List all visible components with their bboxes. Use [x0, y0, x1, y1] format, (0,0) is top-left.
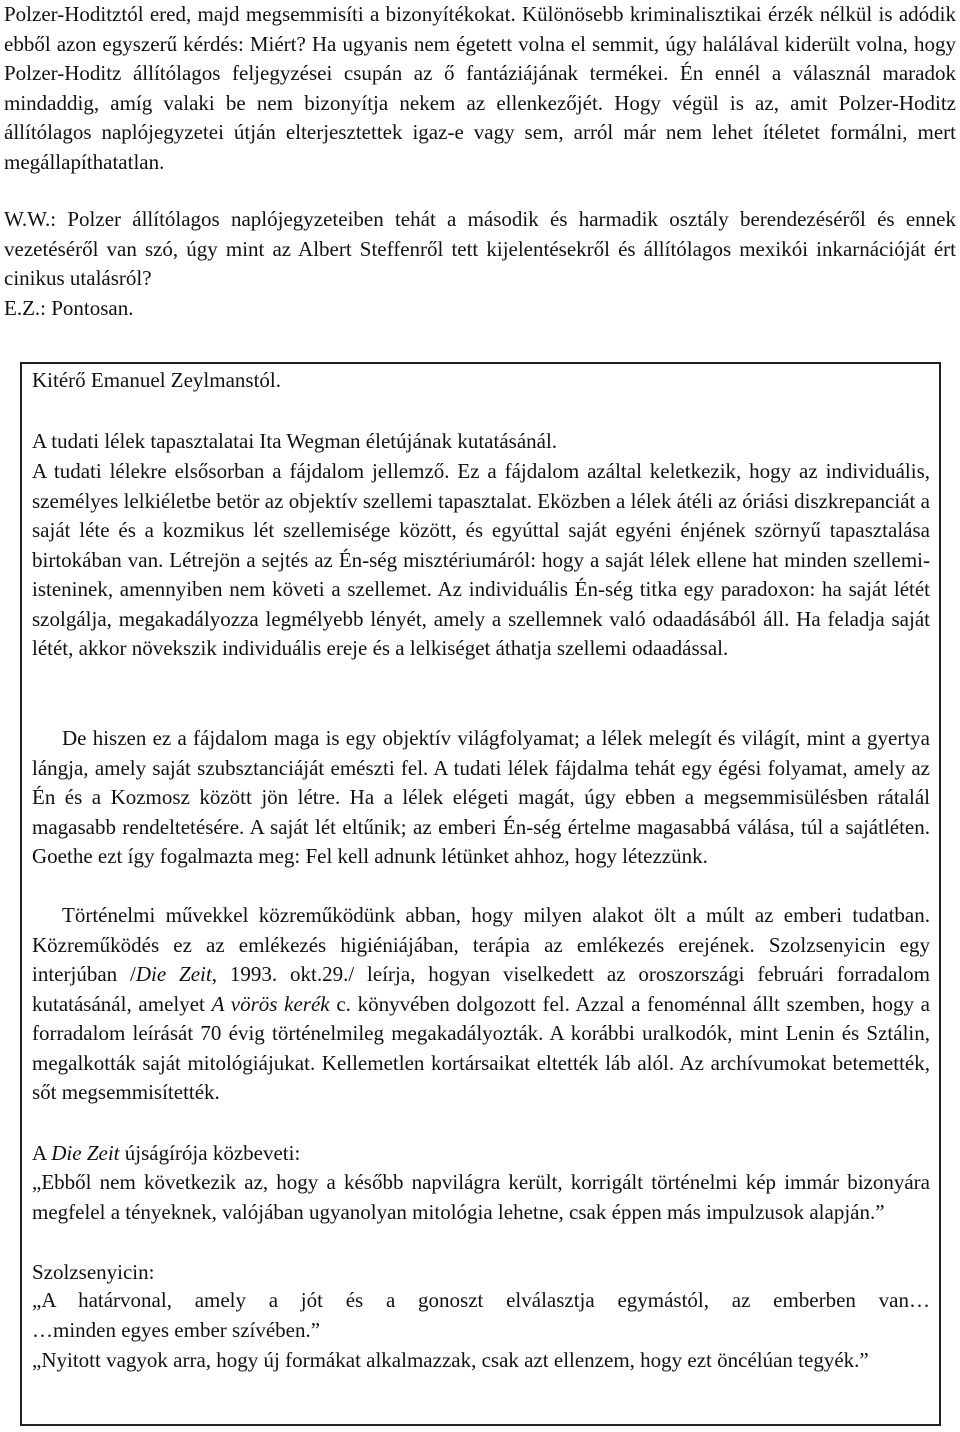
- quote-line: „A határvonal, amely a jót és a gonoszt elválasztja egymástól, az emberben van…: [32, 1288, 930, 1312]
- box-quote-borderline: [32, 1286, 930, 1345]
- box-speaker-label: Szolzsenyicin:: [32, 1260, 155, 1284]
- box-paragraph-pain: A tudati lélekre elsősorban a fájdalom jellemző. Ez a fájdalom azáltal keletkezik, hogy az individuális, személyes lelkiéletbe betör az objektív szellemi tapasztalat. Eközben a lélek átéli az óriási diszkrepanciát a saját léte és a kozmikus lét szellemisége között, és egyúttal saját egyéni énjének szörnyű tapasztalása birtokában van. Létrejön a sejtés az Én-ség misztériumáról: hogy a saját lélek ellene hat minden szellemi-isteninek, amennyiben nem követi a szellemet. Az individuális Én-ség titka egy paradoxon: ha saját létét szolgálja, megakadályozza legmélyebb lényét, amely a szellemnek való odaadásából áll. Ha feladja saját létét, akkor növekszik individuális ereje és a lelkiséget áthatja szellemi odaadással.: [32, 459, 930, 660]
- text-segment: , 1993. okt.29./ leírja, hogyan viselkedett az oroszországi februári forradalom kutatásánál, amelyet: [32, 962, 930, 1016]
- box-heading: A tudati lélek tapasztalatai Ita Wegman életújának kutatásánál.: [32, 429, 558, 453]
- paragraph-ez-answer: E.Z.: Pontosan.: [4, 296, 134, 320]
- box-quote-journalist: „Ebből nem következik az, hogy a később napvilágra került, korrigált történelmi kép immár bizonyára megfelel a tényeknek, valójában ugyanolyan mitológia lehetne, csak éppen más impulzusok alapján.”: [32, 1170, 930, 1224]
- text-segment: c. könyvében dolgozott fel. Azzal a fenoménnal állt szemben, hogy a forradalom leírását 70 évig történelmileg megakadályozták. A korábbi uralkodók, mint Lenin és Sztálin, megalkották saját mitológiájukat. Kellemetlen kortársaikat eltették láb alól. Az archívumokat betemették, sőt megsemmisítették.: [32, 991, 930, 1104]
- book-title: A vörös kerék: [211, 991, 330, 1016]
- text-segment: Történelmi művekkel közreműködünk abban, hogy milyen alakot ölt a múlt az emberi tudatban. Közreműködés ez az emlékezés higiéniájában, terápia az emlékezés erejének. Szolzsenyicin egy interjúban /: [32, 903, 930, 986]
- text-segment: A: [32, 1141, 52, 1165]
- paragraph-ww-question: W.W.: Polzer állítólagos naplójegyzeteiben tehát a második és harmadik osztály berendezéséről és ennek vezetéséről van szó, úgy mint az Albert Steffenről tett kijelentésekről és állítólagos mexikói inkarnációját ért cinikus utalásról?: [4, 207, 956, 290]
- box-title: Kitérő Emanuel Zeylmanstól.: [32, 368, 282, 392]
- publication-title: Die Zeit: [51, 1141, 120, 1165]
- box-paragraph-world-process: De hiszen ez a fájdalom maga is egy objektív világfolyamat; a lélek melegít és világít, mint a gyertya lángja, amely saját szubsztanciáját emészti fel. A tudati lélek fájdalma tehát egy égési folyamat, amely az Én és a Kozmosz között jön létre. Ha a lélek elégeti magát, úgy ebben a megsemmisülésben rátalál magasabb rendeltetésére. A saját lét eltűnik; az emberi Én-ség értelme magasabbá válása, túl a sajátléten. Goethe ezt így fogalmazta meg: Fel kell adnunk létünket ahhoz, hogy létezzünk.: [32, 726, 930, 868]
- box-journalist-intro: [32, 1139, 930, 1169]
- text-segment: újságírója közbeveti:: [119, 1141, 301, 1165]
- digression-box: [20, 362, 941, 1426]
- publication-title: Die Zeit: [135, 962, 212, 986]
- quote-line: …minden egyes ember szívében.”: [32, 1317, 321, 1342]
- paragraph-polzer-hoditz: Polzer-Hoditztól ered, majd megsemmisíti a bizonyítékokat. Különösebb kriminalisztikai érzék nélkül is adódik ebből azon egyszerű kérdés: Miért? Ha ugyanis nem égetett volna el semmit, úgy halálával kiderült volna, hogy Polzer-Hoditz állítólagos feljegyzései csupán az ő fantáziájának termékei. Én ennél a válasznál maradok mindaddig, amíg valaki be nem bizonyítja nekem az ellenkezőjét. Hogy végül is az, amit Polzer-Hoditz állítólagos naplójegyzetei útján elterjesztettek igaz-e vagy sem, arról már nem lehet ítéletet formálni, mert megállapíthatatlan.: [4, 2, 956, 174]
- box-quote-new-forms: „Nyitott vagyok arra, hogy új formákat alkalmazzak, csak azt ellenzem, hogy ezt öncélúan tegyék.”: [32, 1348, 869, 1372]
- box-paragraph-historical-works: [32, 901, 930, 1108]
